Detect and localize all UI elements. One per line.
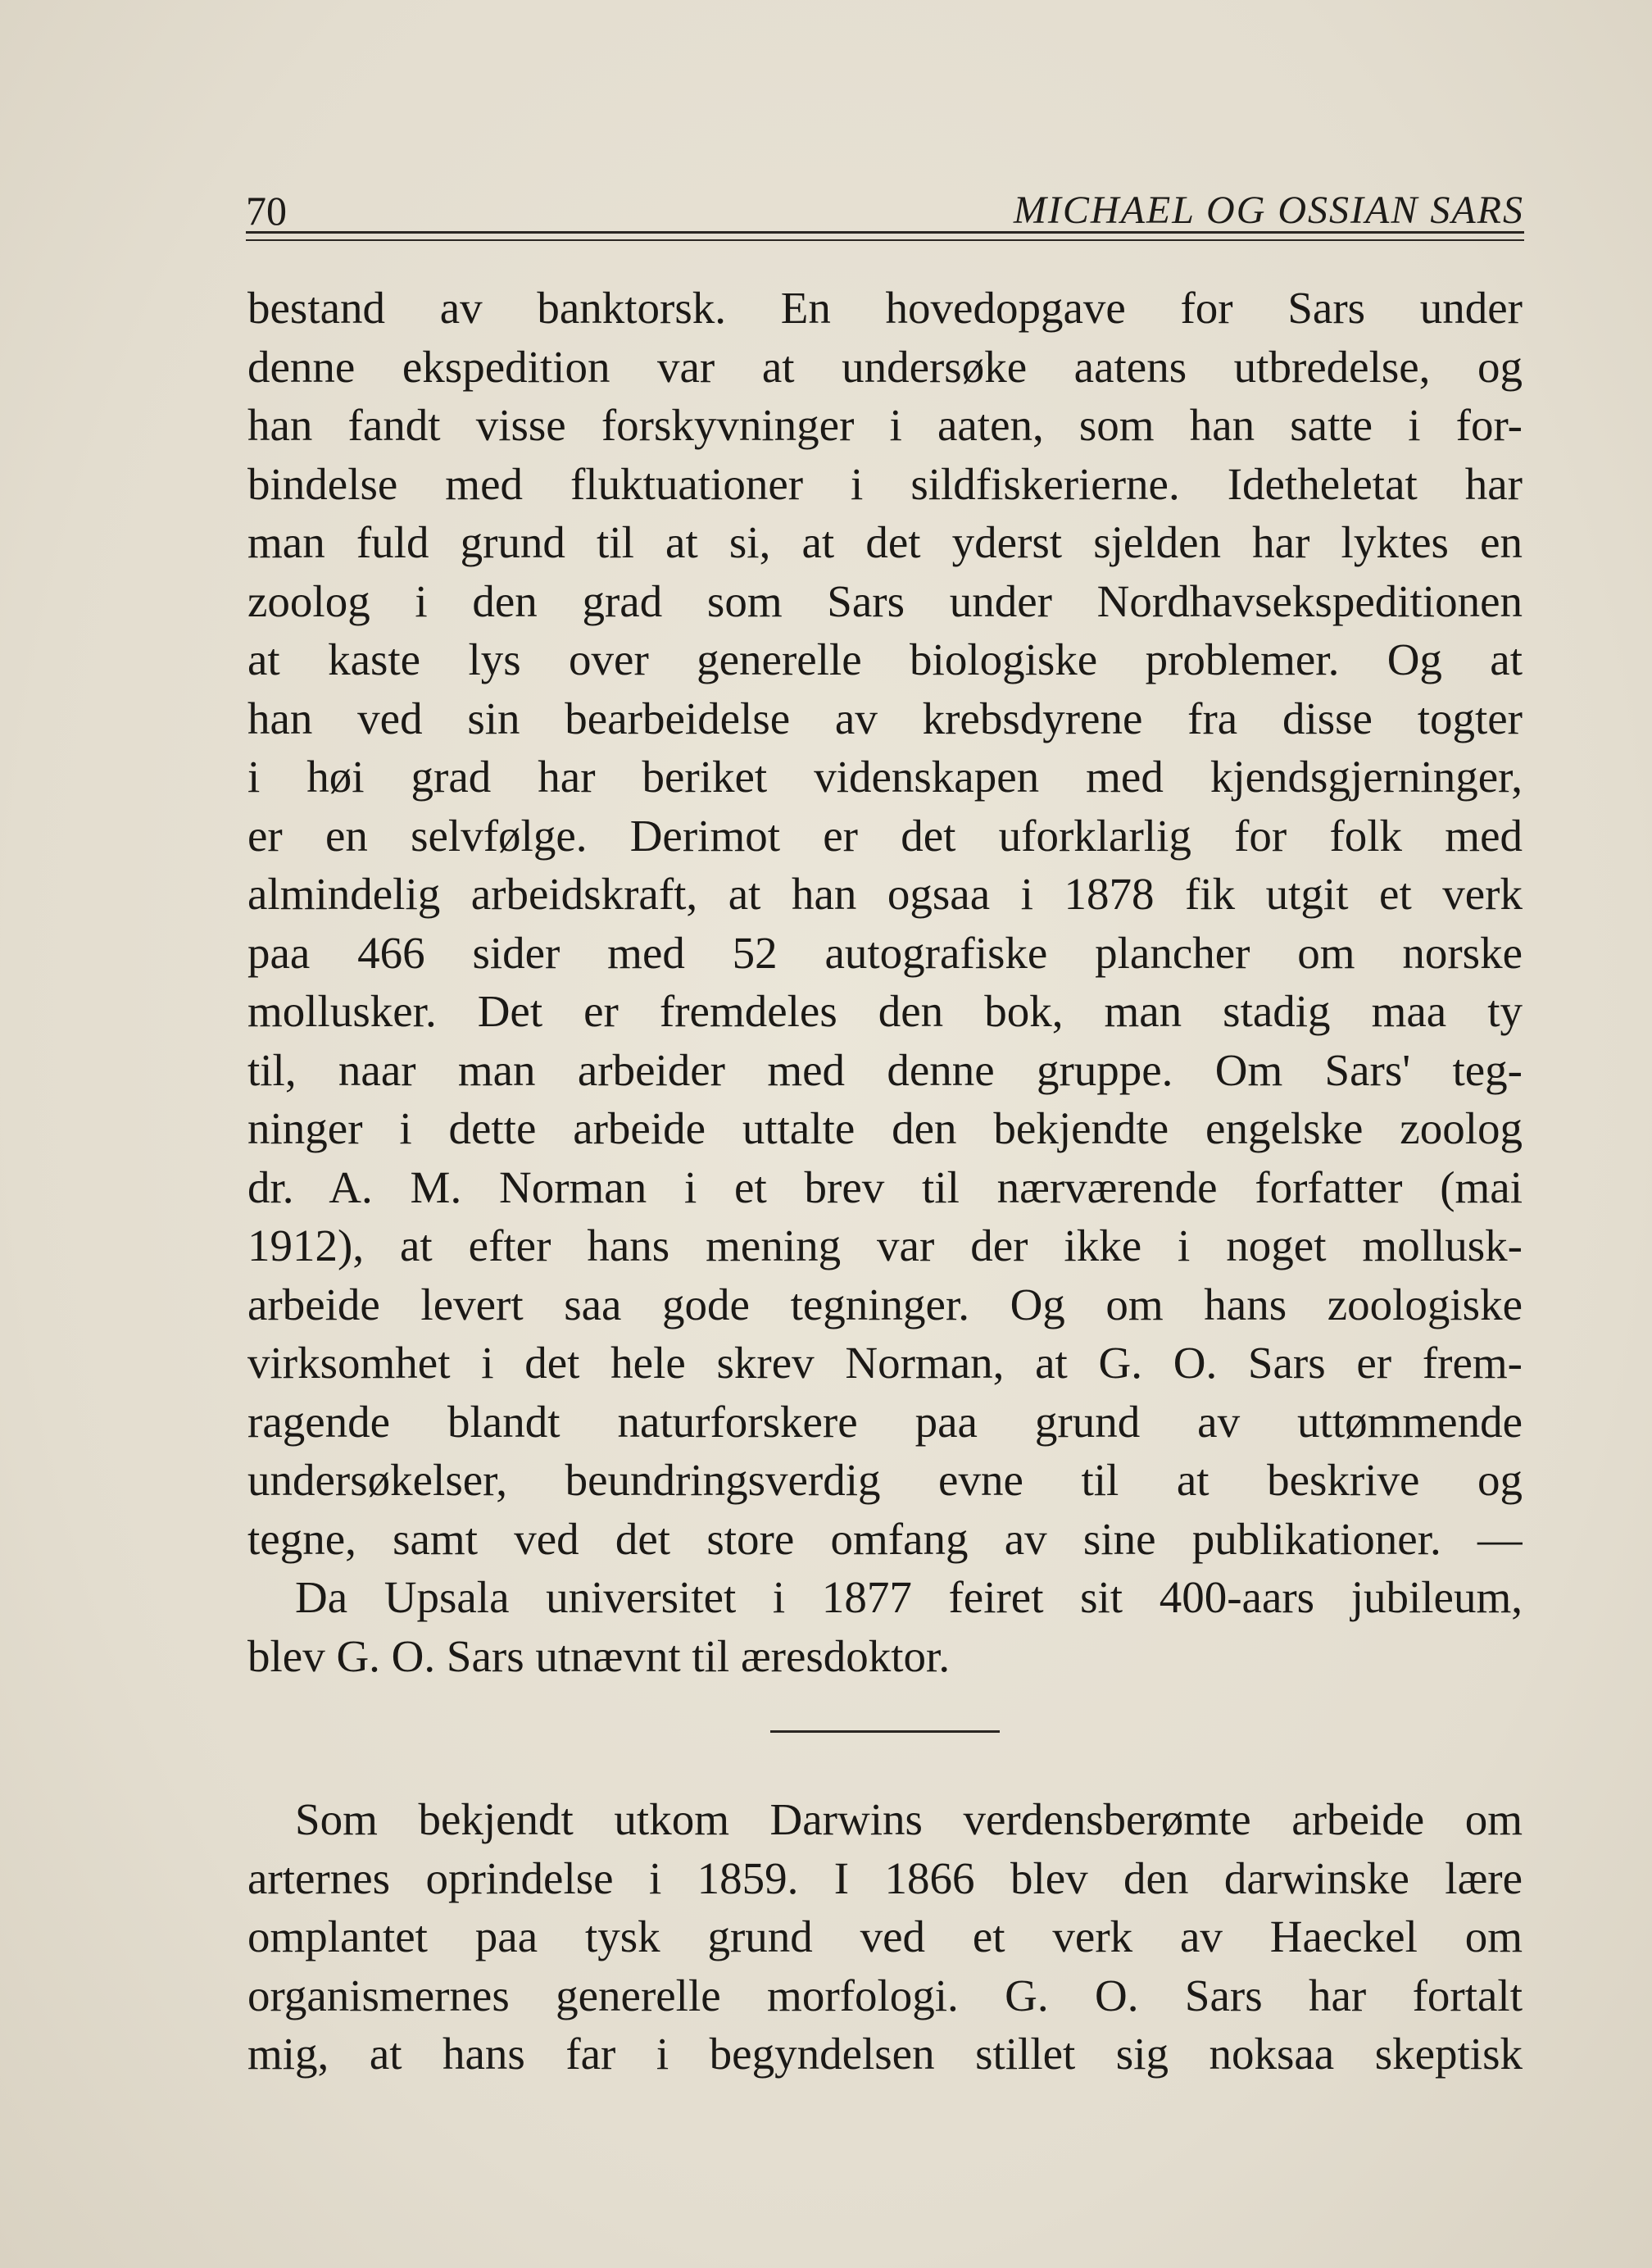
text-line: denne ekspedition var at undersøke aatens utbredelse, og xyxy=(247,341,1523,392)
text-line: organismernes generelle morfologi. G. O. Sars har fortalt xyxy=(247,1970,1523,2020)
text-line: man fuld grund til at si, at det yderst sjelden har lyktes en xyxy=(247,517,1523,567)
text-line: at kaste lys over generelle biologiske problemer. Og at xyxy=(247,634,1523,684)
text-line: til, naar man arbeider med denne gruppe. Om Sars' teg- xyxy=(247,1044,1523,1095)
text-line: almindelig arbeidskraft, at han ogsaa i 1878 fik utgit et verk xyxy=(247,869,1523,919)
text-line: arternes oprindelse i 1859. I 1866 blev den darwinske lære xyxy=(247,1852,1523,1903)
text-line: tegne, samt ved det store omfang av sine publikationer. — xyxy=(247,1513,1523,1564)
text-line: ragende blandt naturforskere paa grund av uttømmende xyxy=(247,1396,1523,1447)
text-line: paa 466 sider med 52 autografiske plancher om norske xyxy=(247,927,1523,978)
running-title: MICHAEL OG OSSIAN SARS xyxy=(1013,189,1524,232)
page-number: 70 xyxy=(246,188,287,234)
paragraph-2 xyxy=(247,1568,1523,1685)
text-line: Da Upsala universitet i 1877 feiret sit 400-aars jubileum, xyxy=(295,1572,1523,1622)
text-line: er en selvfølge. Derimot er det uforklarlig for folk med xyxy=(247,810,1523,861)
text-line: blev G. O. Sars utnævnt til æresdoktor. xyxy=(247,1630,951,1681)
text-line: zoolog i den grad som Sars under Nordhavsekspeditionen xyxy=(247,575,1523,626)
text-line: han fandt visse forskyvninger i aaten, som han satte i for- xyxy=(247,400,1523,450)
text-line: mig, at hans far i begyndelsen stillet sig noksaa skeptisk xyxy=(247,2029,1523,2079)
paragraph-3 xyxy=(247,1790,1523,2084)
text-line: bestand av banktorsk. En hovedopgave for Sars under xyxy=(247,283,1523,333)
text-line: arbeide levert saa gode tegninger. Og om hans zoologiske xyxy=(247,1279,1523,1329)
section-divider xyxy=(770,1730,1000,1733)
text-line: han ved sin bearbeidelse av krebsdyrene fra disse togter xyxy=(247,693,1523,743)
text-line: ninger i dette arbeide uttalte den bekjendte engelske zoolog xyxy=(247,1103,1523,1153)
text-line: mollusker. Det er fremdeles den bok, man stadig maa ty xyxy=(247,986,1523,1036)
text-line: Som bekjendt utkom Darwins verdensberømte arbeide om xyxy=(295,1794,1523,1844)
text-line: undersøkelser, beundringsverdig evne til at beskrive og xyxy=(247,1455,1523,1505)
text-line: omplantet paa tysk grund ved et verk av Haeckel om xyxy=(247,1911,1523,1961)
paragraph-1 xyxy=(247,279,1523,1568)
text-line: dr. A. M. Norman i et brev til nærværende forfatter (mai xyxy=(247,1161,1523,1212)
main-text xyxy=(247,279,1523,1685)
text-line: bindelse med fluktuationer i sildfiskerierne. Idetheletat har xyxy=(247,458,1523,509)
header-double-rule xyxy=(246,231,1524,241)
text-line: i høi grad har beriket videnskapen med kjendsgjerninger, xyxy=(247,752,1523,802)
text-line: 1912), at efter hans mening var der ikke i noget mollusk- xyxy=(247,1220,1523,1270)
text-line: virksomhet i det hele skrev Norman, at G. O. Sars er frem- xyxy=(247,1338,1523,1388)
